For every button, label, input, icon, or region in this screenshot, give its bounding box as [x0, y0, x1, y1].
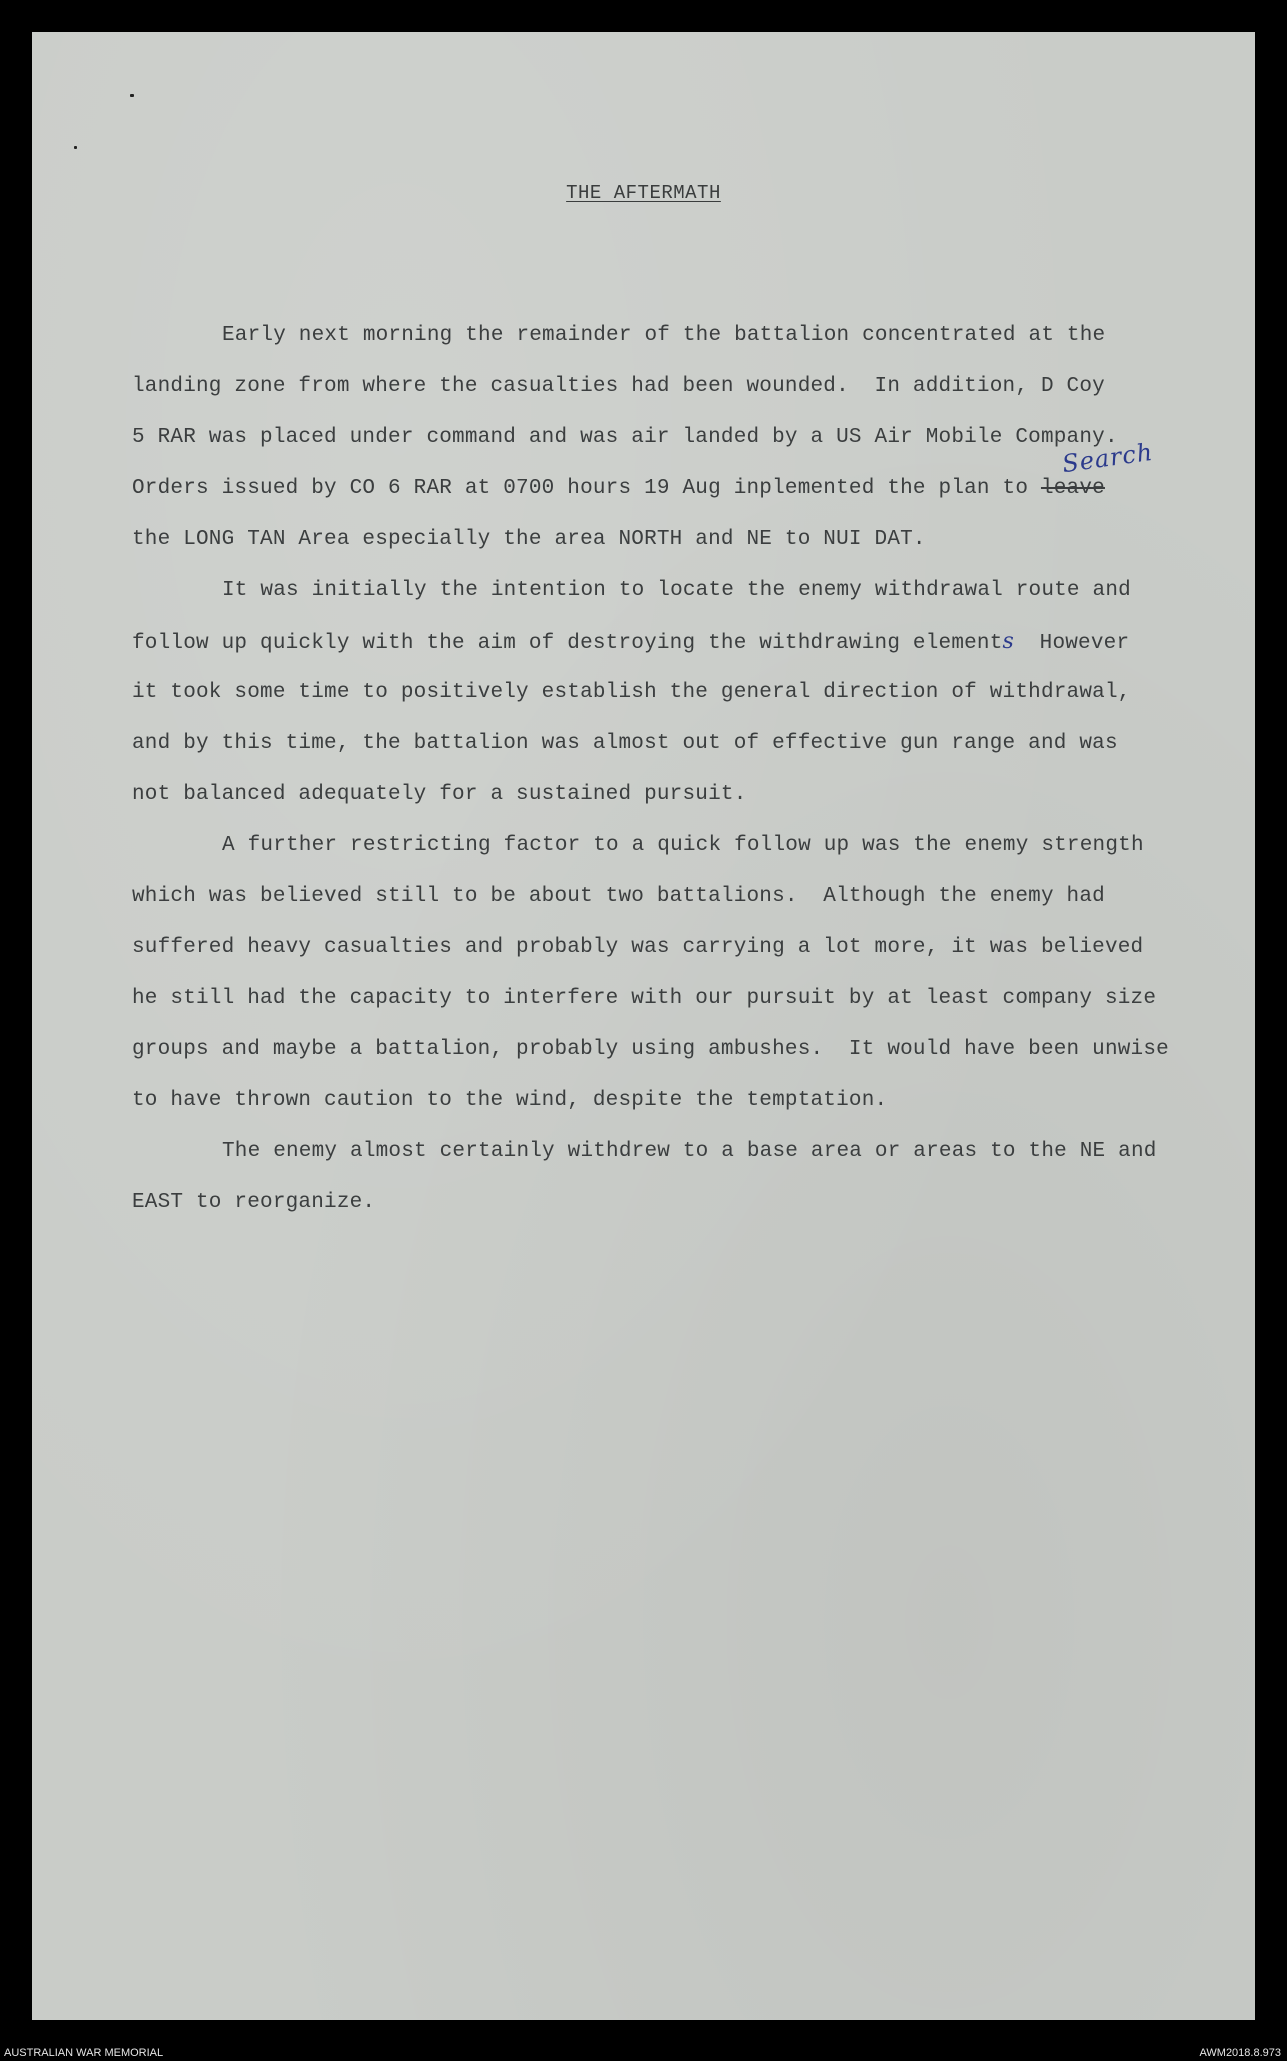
- footer-credit: AUSTRALIAN WAR MEMORIAL: [4, 2047, 164, 2059]
- ink-speck: [130, 94, 134, 97]
- text-line: not balanced adequately for a sustained pursuit.: [132, 783, 747, 806]
- text-line: landing zone from where the casualties had been wounded. In addition, D Coy: [132, 375, 1105, 398]
- text-line: the LONG TAN Area especially the area NORTH and NE to NUI DAT.: [132, 528, 926, 551]
- ink-speck: [74, 146, 77, 149]
- handwritten-correction: s: [1002, 629, 1015, 654]
- text-line: follow up quickly with the aim of destroying the withdrawing elements However: [132, 629, 1130, 655]
- document-page: [32, 32, 1255, 2020]
- text-line: suffered heavy casualties and probably was carrying a lot more, it was believed: [132, 936, 1144, 959]
- handwritten-annotation: Search: [1060, 437, 1155, 479]
- text-line: The enemy almost certainly withdrew to a base area or areas to the NE and: [222, 1140, 1157, 1163]
- text-line: EAST to reorganize.: [132, 1191, 376, 1214]
- text-line: and by this time, the battalion was almost out of effective gun range and was: [132, 732, 1118, 755]
- text-line: it took some time to positively establish the general direction of withdrawal,: [132, 681, 1131, 704]
- text-line: groups and maybe a battalion, probably using ambushes. It would have been unwise: [132, 1038, 1169, 1061]
- text-line: to have thrown caution to the wind, despite the temptation.: [132, 1089, 888, 1112]
- text-line: A further restricting factor to a quick follow up was the enemy strength: [222, 834, 1144, 857]
- text-line: It was initially the intention to locate the enemy withdrawal route and: [222, 579, 1131, 602]
- footer-accession-number: AWM2018.8.973: [1199, 2047, 1281, 2059]
- text-line: which was believed still to be about two battalions. Although the enemy had: [132, 885, 1105, 908]
- struck-word: leave: [1040, 477, 1105, 500]
- document-body: [132, 310, 1212, 1228]
- text-line: Orders issued by CO 6 RAR at 0700 hours 19 Aug inplemented the plan to leave: [132, 477, 1105, 500]
- text-line: 5 RAR was placed under command and was air landed by a US Air Mobile Company.: [132, 426, 1118, 449]
- text-line: he still had the capacity to interfere with our pursuit by at least company size: [132, 987, 1157, 1010]
- text-line: Early next morning the remainder of the battalion concentrated at the: [222, 324, 1106, 347]
- document-title: THE AFTERMATH: [566, 182, 721, 204]
